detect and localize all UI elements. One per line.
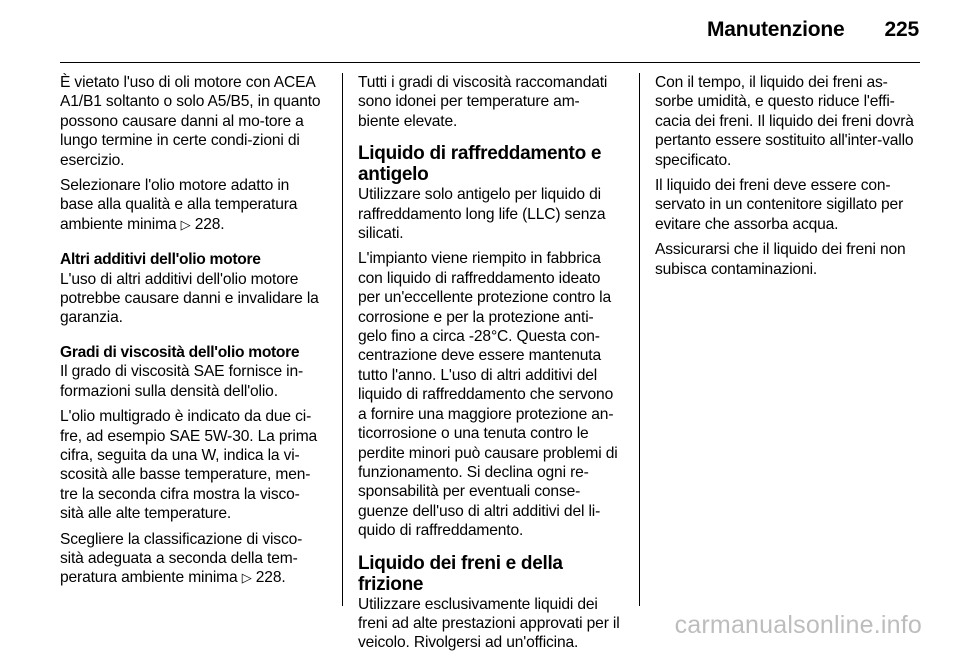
column-3 <box>655 73 917 285</box>
page-number: 225 <box>884 18 919 41</box>
paragraph-oli-vietati: È vietato l'uso di oli motore con ACEA A1/B1 soltanto o solo A5/B5, in quanto possono causare danni al mo-tore a lungo termine in certe condi-zioni di esercizio. <box>60 74 321 169</box>
paragraph-contenitore: Il liquido dei freni deve essere con-servato in un contenitore sigillato per evitare che assorba acqua. <box>655 177 904 233</box>
column-1 <box>60 73 322 595</box>
paragraph-grado-sae: Il grado di viscosità SAE fornisce in-formazioni sulla densità dell'olio. <box>60 363 304 400</box>
paragraph-selezione-olio <box>60 176 322 235</box>
paragraph-liquidi-freni: Utilizzare esclusivamente liquidi dei freni ad alte prestazioni approvati per il veicolo. Rivolgersi ad un'officina. <box>358 595 620 652</box>
paragraph-gradi-raccomandati: Tutti i gradi di viscosità raccomandati sono idonei per temperature am-biente elevate. <box>358 74 608 130</box>
subheading-gradi-viscosita: Gradi di viscosità dell'olio motore <box>60 343 300 361</box>
paragraph-impianto: L'impianto viene riempito in fabbrica con liquido di raffreddamento ideato per un'eccellente protezione contro la corrosione e per la protezione anti-gelo fino a circa -28°C. Questa con-centrazione deve essere mantenuta tutto l'anno. L'uso di altri additivi del liquido di raffreddamento che servono a fornire una maggiore protezione an-ticorrosione o una tenuta contro le perdite minori può causare problemi di funzionamento. Si declina ogni re-sponsabilità per eventuali conse-guenze dell'uso di altri additivi del li-quido di raffreddamento. <box>358 250 618 540</box>
section-heading-freni: Liquido dei freni e della frizione <box>358 552 563 595</box>
page-header <box>707 18 919 42</box>
header-rule <box>60 62 920 63</box>
paragraph-additivi: L'uso di altri additivi dell'olio motore potrebbe causare danni e invalidare la garanzia. <box>60 270 319 327</box>
paragraph-text: Selezionare l'olio motore adatto in base alla qualità e alla temperatura ambiente minima <box>60 177 298 233</box>
paragraph-antigelo: Utilizzare solo antigelo per liquido di raffreddamento long life (LLC) senza silicati. <box>358 186 606 243</box>
page-title: Manutenzione <box>706 18 845 41</box>
column-divider <box>639 73 640 606</box>
paragraph-text: Scegliere la classificazione di visco-sità adeguata a seconda della tem-peratura ambiente minima <box>60 530 303 587</box>
paragraph-contaminazioni: Assicurarsi che il liquido dei freni non subisca contaminazioni. <box>655 241 906 278</box>
column-divider <box>342 73 343 606</box>
section-heading-raffreddamento: Liquido di raffreddamento e antigelo <box>358 143 602 186</box>
paragraph-classificazione <box>60 530 322 589</box>
paragraph-multigrado: L'olio multigrado è indicato da due ci-fre, ad esempio SAE 5W-30. La prima cifra, seguita da una W, indica la vi-scosità alle basse temperature, men-tre la seconda cifra mostra la visco-sità alle alte temperature. <box>60 408 318 523</box>
page-reference-arrow-icon: ▷ <box>241 571 252 587</box>
paragraph-umidita: Con il tempo, il liquido dei freni as-sorbe umidità, e questo riduce l'effi-cacia dei freni. Il liquido dei freni dovrà pertanto essere sostituito all'inter-vallo specificato. <box>655 74 914 169</box>
page-reference-link[interactable]: 228. <box>255 569 286 587</box>
column-2 <box>358 73 620 659</box>
subheading-altri-additivi: Altri additivi dell'olio motore <box>60 251 261 269</box>
page-reference-link[interactable]: 228. <box>194 215 225 233</box>
watermark: carmanualsonline.info <box>674 611 922 639</box>
page-reference-arrow-icon: ▷ <box>180 217 191 233</box>
